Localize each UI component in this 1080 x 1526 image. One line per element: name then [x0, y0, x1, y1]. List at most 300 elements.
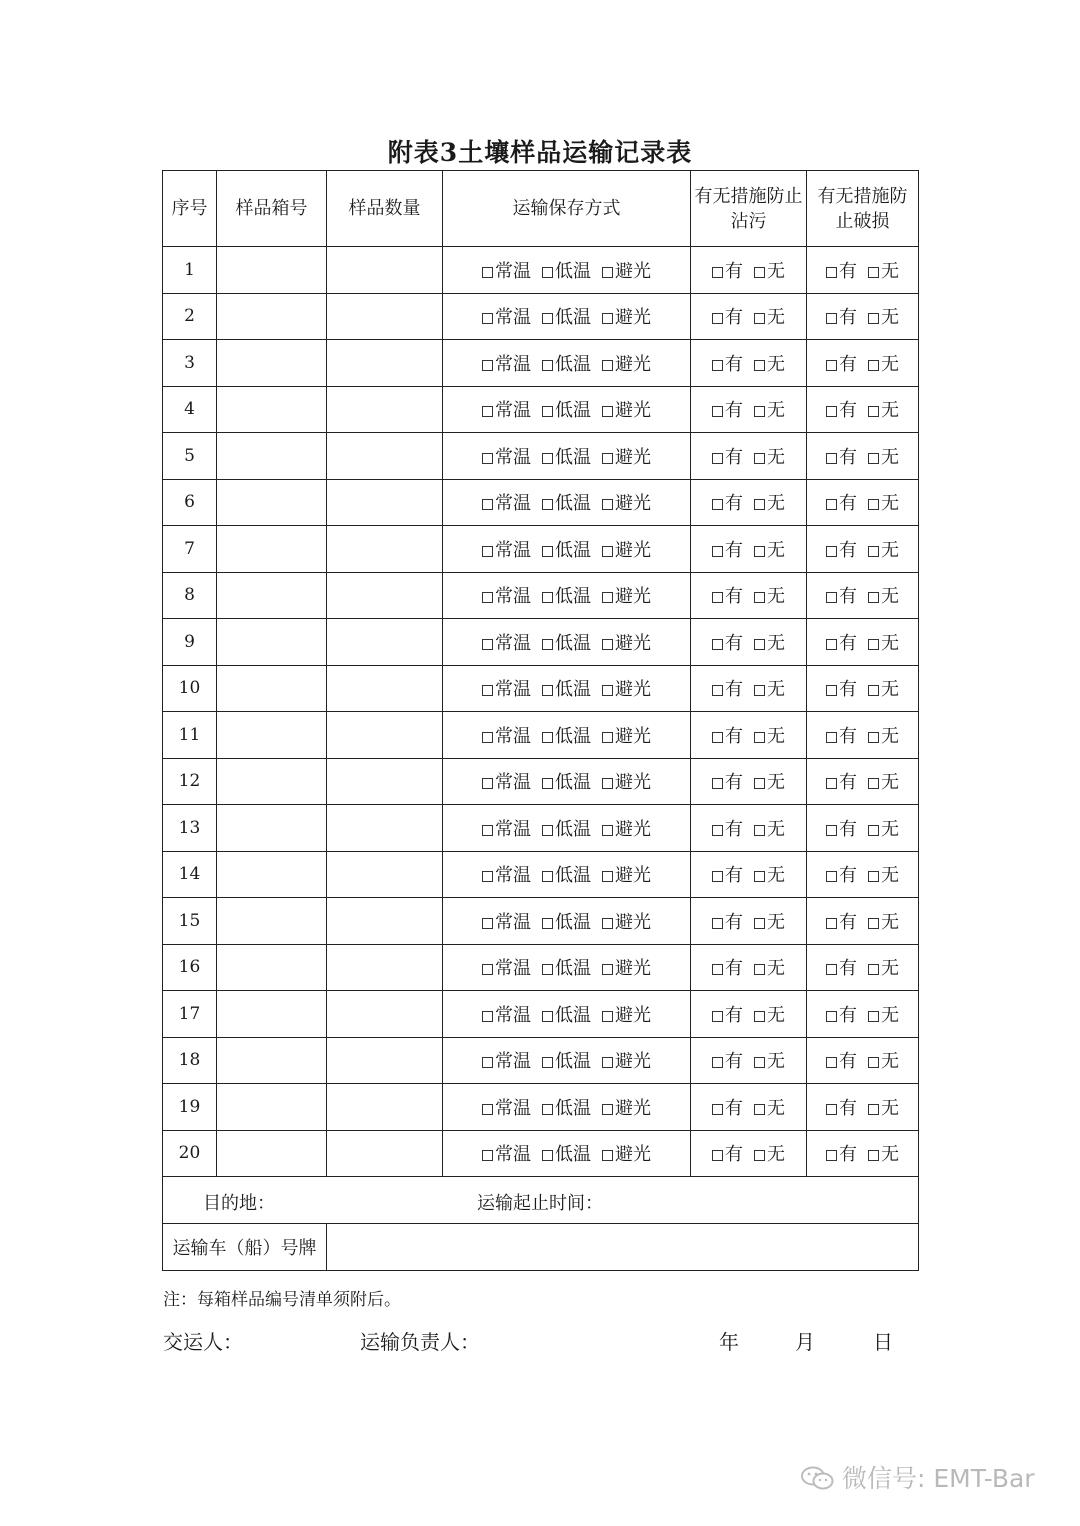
anti-contamination-option[interactable] — [754, 815, 785, 841]
checkbox-icon[interactable] — [712, 592, 723, 603]
box-no-cell[interactable] — [217, 1130, 327, 1177]
checkbox-icon[interactable] — [826, 871, 837, 882]
storage-option[interactable] — [482, 675, 531, 701]
checkbox-icon[interactable] — [602, 825, 613, 836]
anti-breakage-option[interactable] — [826, 582, 857, 608]
anti-contamination-option[interactable] — [754, 443, 785, 469]
storage-option[interactable] — [482, 536, 531, 562]
quantity-cell[interactable] — [327, 851, 443, 898]
anti-contamination-option[interactable] — [712, 908, 743, 934]
anti-contamination-option[interactable] — [712, 1047, 743, 1073]
checkbox-icon[interactable] — [602, 685, 613, 696]
checkbox-icon[interactable] — [754, 406, 765, 417]
checkbox-icon[interactable] — [868, 546, 879, 557]
storage-option[interactable] — [602, 536, 651, 562]
checkbox-icon[interactable] — [482, 732, 493, 743]
checkbox-icon[interactable] — [482, 871, 493, 882]
checkbox-icon[interactable] — [868, 1011, 879, 1022]
checkbox-icon[interactable] — [482, 360, 493, 371]
checkbox-icon[interactable] — [482, 453, 493, 464]
checkbox-icon[interactable] — [712, 1057, 723, 1068]
anti-breakage-option[interactable] — [868, 536, 899, 562]
checkbox-icon[interactable] — [754, 1150, 765, 1161]
checkbox-icon[interactable] — [542, 267, 553, 278]
checkbox-icon[interactable] — [754, 639, 765, 650]
checkbox-icon[interactable] — [542, 918, 553, 929]
checkbox-icon[interactable] — [868, 871, 879, 882]
anti-breakage-option[interactable] — [868, 908, 899, 934]
checkbox-icon[interactable] — [826, 685, 837, 696]
anti-breakage-option[interactable] — [868, 815, 899, 841]
storage-option[interactable] — [542, 443, 591, 469]
checkbox-icon[interactable] — [542, 871, 553, 882]
anti-breakage-option[interactable] — [826, 257, 857, 283]
box-no-cell[interactable] — [217, 898, 327, 945]
storage-option[interactable] — [602, 815, 651, 841]
checkbox-icon[interactable] — [754, 546, 765, 557]
checkbox-icon[interactable] — [826, 1150, 837, 1161]
checkbox-icon[interactable] — [482, 778, 493, 789]
checkbox-icon[interactable] — [868, 825, 879, 836]
anti-contamination-option[interactable] — [754, 908, 785, 934]
checkbox-icon[interactable] — [712, 546, 723, 557]
storage-option[interactable] — [602, 582, 651, 608]
storage-option[interactable] — [602, 861, 651, 887]
anti-contamination-option[interactable] — [712, 489, 743, 515]
storage-option[interactable] — [482, 582, 531, 608]
checkbox-icon[interactable] — [602, 1104, 613, 1115]
storage-option[interactable] — [482, 629, 531, 655]
checkbox-icon[interactable] — [712, 778, 723, 789]
checkbox-icon[interactable] — [602, 964, 613, 975]
anti-breakage-option[interactable] — [868, 303, 899, 329]
anti-contamination-option[interactable] — [712, 1140, 743, 1166]
storage-option[interactable] — [602, 443, 651, 469]
checkbox-icon[interactable] — [868, 360, 879, 371]
quantity-cell[interactable] — [327, 1130, 443, 1177]
anti-breakage-option[interactable] — [868, 396, 899, 422]
checkbox-icon[interactable] — [602, 592, 613, 603]
anti-breakage-option[interactable] — [826, 768, 857, 794]
anti-contamination-option[interactable] — [754, 954, 785, 980]
anti-contamination-option[interactable] — [712, 396, 743, 422]
checkbox-icon[interactable] — [868, 313, 879, 324]
anti-contamination-option[interactable] — [754, 303, 785, 329]
checkbox-icon[interactable] — [754, 778, 765, 789]
checkbox-icon[interactable] — [826, 825, 837, 836]
anti-breakage-option[interactable] — [868, 954, 899, 980]
checkbox-icon[interactable] — [754, 685, 765, 696]
anti-contamination-option[interactable] — [712, 350, 743, 376]
checkbox-icon[interactable] — [542, 360, 553, 371]
storage-option[interactable] — [602, 954, 651, 980]
checkbox-icon[interactable] — [868, 1104, 879, 1115]
checkbox-icon[interactable] — [712, 964, 723, 975]
checkbox-icon[interactable] — [482, 592, 493, 603]
checkbox-icon[interactable] — [712, 360, 723, 371]
checkbox-icon[interactable] — [826, 1011, 837, 1022]
storage-option[interactable] — [602, 1094, 651, 1120]
anti-breakage-option[interactable] — [826, 1001, 857, 1027]
storage-option[interactable] — [482, 1001, 531, 1027]
storage-option[interactable] — [542, 861, 591, 887]
checkbox-icon[interactable] — [754, 267, 765, 278]
checkbox-icon[interactable] — [482, 964, 493, 975]
checkbox-icon[interactable] — [482, 918, 493, 929]
anti-breakage-option[interactable] — [826, 908, 857, 934]
checkbox-icon[interactable] — [826, 499, 837, 510]
checkbox-icon[interactable] — [712, 639, 723, 650]
checkbox-icon[interactable] — [602, 406, 613, 417]
checkbox-icon[interactable] — [868, 1057, 879, 1068]
storage-option[interactable] — [602, 257, 651, 283]
checkbox-icon[interactable] — [868, 453, 879, 464]
quantity-cell[interactable] — [327, 758, 443, 805]
checkbox-icon[interactable] — [754, 313, 765, 324]
checkbox-icon[interactable] — [542, 546, 553, 557]
checkbox-icon[interactable] — [826, 313, 837, 324]
checkbox-icon[interactable] — [868, 778, 879, 789]
storage-option[interactable] — [602, 908, 651, 934]
anti-contamination-option[interactable] — [754, 1140, 785, 1166]
checkbox-icon[interactable] — [754, 825, 765, 836]
anti-contamination-option[interactable] — [712, 722, 743, 748]
checkbox-icon[interactable] — [542, 499, 553, 510]
anti-contamination-option[interactable] — [754, 1001, 785, 1027]
checkbox-icon[interactable] — [754, 964, 765, 975]
quantity-cell[interactable] — [327, 386, 443, 433]
checkbox-icon[interactable] — [542, 964, 553, 975]
storage-option[interactable] — [542, 489, 591, 515]
anti-breakage-option[interactable] — [826, 443, 857, 469]
box-no-cell[interactable] — [217, 479, 327, 526]
anti-contamination-option[interactable] — [754, 350, 785, 376]
checkbox-icon[interactable] — [602, 732, 613, 743]
storage-option[interactable] — [482, 396, 531, 422]
checkbox-icon[interactable] — [482, 546, 493, 557]
storage-option[interactable] — [542, 396, 591, 422]
quantity-cell[interactable] — [327, 293, 443, 340]
storage-option[interactable] — [602, 350, 651, 376]
anti-breakage-option[interactable] — [868, 1140, 899, 1166]
storage-option[interactable] — [542, 1140, 591, 1166]
box-no-cell[interactable] — [217, 1037, 327, 1084]
box-no-cell[interactable] — [217, 572, 327, 619]
checkbox-icon[interactable] — [542, 1150, 553, 1161]
box-no-cell[interactable] — [217, 712, 327, 759]
storage-option[interactable] — [482, 1094, 531, 1120]
checkbox-icon[interactable] — [712, 732, 723, 743]
anti-contamination-option[interactable] — [712, 443, 743, 469]
anti-contamination-option[interactable] — [712, 257, 743, 283]
storage-option[interactable] — [482, 257, 531, 283]
quantity-cell[interactable] — [327, 433, 443, 480]
anti-breakage-option[interactable] — [868, 1047, 899, 1073]
checkbox-icon[interactable] — [482, 685, 493, 696]
checkbox-icon[interactable] — [542, 453, 553, 464]
anti-contamination-option[interactable] — [712, 1094, 743, 1120]
quantity-cell[interactable] — [327, 665, 443, 712]
storage-option[interactable] — [602, 675, 651, 701]
checkbox-icon[interactable] — [868, 732, 879, 743]
checkbox-icon[interactable] — [482, 499, 493, 510]
storage-option[interactable] — [482, 815, 531, 841]
anti-contamination-option[interactable] — [712, 629, 743, 655]
checkbox-icon[interactable] — [826, 918, 837, 929]
checkbox-icon[interactable] — [826, 592, 837, 603]
checkbox-icon[interactable] — [826, 546, 837, 557]
checkbox-icon[interactable] — [826, 732, 837, 743]
anti-contamination-option[interactable] — [712, 675, 743, 701]
checkbox-icon[interactable] — [868, 592, 879, 603]
box-no-cell[interactable] — [217, 386, 327, 433]
checkbox-icon[interactable] — [826, 1104, 837, 1115]
checkbox-icon[interactable] — [754, 1011, 765, 1022]
checkbox-icon[interactable] — [602, 267, 613, 278]
quantity-cell[interactable] — [327, 1084, 443, 1131]
anti-breakage-option[interactable] — [868, 768, 899, 794]
anti-contamination-option[interactable] — [754, 1094, 785, 1120]
checkbox-icon[interactable] — [754, 1057, 765, 1068]
box-no-cell[interactable] — [217, 991, 327, 1038]
checkbox-icon[interactable] — [868, 406, 879, 417]
anti-breakage-option[interactable] — [826, 629, 857, 655]
checkbox-icon[interactable] — [602, 546, 613, 557]
storage-option[interactable] — [542, 954, 591, 980]
checkbox-icon[interactable] — [712, 313, 723, 324]
checkbox-icon[interactable] — [602, 499, 613, 510]
checkbox-icon[interactable] — [542, 685, 553, 696]
anti-breakage-option[interactable] — [826, 1094, 857, 1120]
box-no-cell[interactable] — [217, 293, 327, 340]
checkbox-icon[interactable] — [602, 360, 613, 371]
plate-value-cell[interactable] — [327, 1224, 919, 1271]
storage-option[interactable] — [482, 722, 531, 748]
quantity-cell[interactable] — [327, 526, 443, 573]
anti-breakage-option[interactable] — [826, 536, 857, 562]
box-no-cell[interactable] — [217, 247, 327, 294]
checkbox-icon[interactable] — [754, 592, 765, 603]
storage-option[interactable] — [482, 443, 531, 469]
checkbox-icon[interactable] — [482, 1011, 493, 1022]
anti-breakage-option[interactable] — [868, 582, 899, 608]
checkbox-icon[interactable] — [754, 360, 765, 371]
anti-contamination-option[interactable] — [712, 582, 743, 608]
anti-contamination-option[interactable] — [712, 954, 743, 980]
anti-breakage-option[interactable] — [826, 722, 857, 748]
checkbox-icon[interactable] — [868, 267, 879, 278]
quantity-cell[interactable] — [327, 572, 443, 619]
box-no-cell[interactable] — [217, 433, 327, 480]
storage-option[interactable] — [542, 675, 591, 701]
quantity-cell[interactable] — [327, 898, 443, 945]
checkbox-icon[interactable] — [868, 639, 879, 650]
anti-contamination-option[interactable] — [754, 629, 785, 655]
checkbox-icon[interactable] — [712, 685, 723, 696]
anti-breakage-option[interactable] — [826, 350, 857, 376]
checkbox-icon[interactable] — [542, 592, 553, 603]
anti-contamination-option[interactable] — [712, 861, 743, 887]
checkbox-icon[interactable] — [712, 825, 723, 836]
checkbox-icon[interactable] — [754, 732, 765, 743]
anti-breakage-option[interactable] — [868, 257, 899, 283]
checkbox-icon[interactable] — [826, 406, 837, 417]
storage-option[interactable] — [542, 815, 591, 841]
anti-breakage-option[interactable] — [826, 815, 857, 841]
checkbox-icon[interactable] — [754, 1104, 765, 1115]
anti-contamination-option[interactable] — [754, 861, 785, 887]
storage-option[interactable] — [542, 1001, 591, 1027]
checkbox-icon[interactable] — [826, 267, 837, 278]
anti-breakage-option[interactable] — [868, 443, 899, 469]
checkbox-icon[interactable] — [542, 825, 553, 836]
anti-breakage-option[interactable] — [826, 303, 857, 329]
checkbox-icon[interactable] — [482, 406, 493, 417]
quantity-cell[interactable] — [327, 712, 443, 759]
storage-option[interactable] — [602, 396, 651, 422]
checkbox-icon[interactable] — [712, 1150, 723, 1161]
quantity-cell[interactable] — [327, 991, 443, 1038]
checkbox-icon[interactable] — [542, 1011, 553, 1022]
checkbox-icon[interactable] — [826, 360, 837, 371]
anti-breakage-option[interactable] — [826, 954, 857, 980]
quantity-cell[interactable] — [327, 619, 443, 666]
anti-contamination-option[interactable] — [754, 722, 785, 748]
storage-option[interactable] — [542, 582, 591, 608]
anti-contamination-option[interactable] — [754, 396, 785, 422]
box-no-cell[interactable] — [217, 526, 327, 573]
storage-option[interactable] — [482, 303, 531, 329]
storage-option[interactable] — [482, 954, 531, 980]
storage-option[interactable] — [602, 489, 651, 515]
checkbox-icon[interactable] — [602, 639, 613, 650]
anti-breakage-option[interactable] — [868, 489, 899, 515]
checkbox-icon[interactable] — [868, 918, 879, 929]
checkbox-icon[interactable] — [754, 871, 765, 882]
anti-breakage-option[interactable] — [826, 1047, 857, 1073]
storage-option[interactable] — [482, 861, 531, 887]
storage-option[interactable] — [602, 303, 651, 329]
storage-option[interactable] — [542, 303, 591, 329]
checkbox-icon[interactable] — [542, 639, 553, 650]
storage-option[interactable] — [602, 768, 651, 794]
checkbox-icon[interactable] — [754, 453, 765, 464]
checkbox-icon[interactable] — [826, 778, 837, 789]
anti-contamination-option[interactable] — [754, 489, 785, 515]
anti-contamination-option[interactable] — [712, 303, 743, 329]
checkbox-icon[interactable] — [542, 1104, 553, 1115]
anti-contamination-option[interactable] — [712, 536, 743, 562]
checkbox-icon[interactable] — [482, 267, 493, 278]
anti-breakage-option[interactable] — [826, 396, 857, 422]
storage-option[interactable] — [542, 536, 591, 562]
checkbox-icon[interactable] — [482, 313, 493, 324]
checkbox-icon[interactable] — [542, 406, 553, 417]
checkbox-icon[interactable] — [482, 639, 493, 650]
storage-option[interactable] — [602, 722, 651, 748]
quantity-cell[interactable] — [327, 340, 443, 387]
quantity-cell[interactable] — [327, 805, 443, 852]
anti-breakage-option[interactable] — [826, 861, 857, 887]
anti-breakage-option[interactable] — [868, 1001, 899, 1027]
box-no-cell[interactable] — [217, 944, 327, 991]
checkbox-icon[interactable] — [712, 1104, 723, 1115]
anti-contamination-option[interactable] — [712, 815, 743, 841]
box-no-cell[interactable] — [217, 851, 327, 898]
anti-breakage-option[interactable] — [868, 722, 899, 748]
box-no-cell[interactable] — [217, 1084, 327, 1131]
storage-option[interactable] — [482, 489, 531, 515]
checkbox-icon[interactable] — [482, 1150, 493, 1161]
anti-breakage-option[interactable] — [868, 861, 899, 887]
checkbox-icon[interactable] — [826, 1057, 837, 1068]
checkbox-icon[interactable] — [712, 499, 723, 510]
checkbox-icon[interactable] — [754, 499, 765, 510]
checkbox-icon[interactable] — [602, 313, 613, 324]
anti-contamination-option[interactable] — [754, 536, 785, 562]
checkbox-icon[interactable] — [712, 871, 723, 882]
storage-option[interactable] — [482, 1047, 531, 1073]
checkbox-icon[interactable] — [602, 871, 613, 882]
checkbox-icon[interactable] — [602, 1150, 613, 1161]
storage-option[interactable] — [542, 1094, 591, 1120]
checkbox-icon[interactable] — [602, 778, 613, 789]
checkbox-icon[interactable] — [542, 1057, 553, 1068]
checkbox-icon[interactable] — [602, 918, 613, 929]
storage-option[interactable] — [602, 629, 651, 655]
checkbox-icon[interactable] — [602, 1057, 613, 1068]
anti-breakage-option[interactable] — [868, 629, 899, 655]
checkbox-icon[interactable] — [868, 685, 879, 696]
anti-breakage-option[interactable] — [868, 1094, 899, 1120]
anti-breakage-option[interactable] — [868, 675, 899, 701]
storage-option[interactable] — [482, 350, 531, 376]
checkbox-icon[interactable] — [602, 453, 613, 464]
checkbox-icon[interactable] — [868, 499, 879, 510]
box-no-cell[interactable] — [217, 805, 327, 852]
anti-breakage-option[interactable] — [826, 675, 857, 701]
box-no-cell[interactable] — [217, 665, 327, 712]
checkbox-icon[interactable] — [868, 1150, 879, 1161]
checkbox-icon[interactable] — [482, 1057, 493, 1068]
storage-option[interactable] — [542, 257, 591, 283]
anti-contamination-option[interactable] — [754, 582, 785, 608]
anti-breakage-option[interactable] — [868, 350, 899, 376]
anti-contamination-option[interactable] — [754, 768, 785, 794]
checkbox-icon[interactable] — [482, 825, 493, 836]
storage-option[interactable] — [602, 1047, 651, 1073]
quantity-cell[interactable] — [327, 479, 443, 526]
checkbox-icon[interactable] — [602, 1011, 613, 1022]
checkbox-icon[interactable] — [754, 918, 765, 929]
storage-option[interactable] — [542, 768, 591, 794]
anti-contamination-option[interactable] — [754, 257, 785, 283]
box-no-cell[interactable] — [217, 758, 327, 805]
anti-contamination-option[interactable] — [712, 1001, 743, 1027]
anti-breakage-option[interactable] — [826, 489, 857, 515]
storage-option[interactable] — [482, 908, 531, 934]
storage-option[interactable] — [602, 1140, 651, 1166]
storage-option[interactable] — [482, 1140, 531, 1166]
checkbox-icon[interactable] — [826, 453, 837, 464]
checkbox-icon[interactable] — [542, 732, 553, 743]
quantity-cell[interactable] — [327, 1037, 443, 1084]
anti-contamination-option[interactable] — [754, 1047, 785, 1073]
storage-option[interactable] — [542, 350, 591, 376]
checkbox-icon[interactable] — [712, 1011, 723, 1022]
checkbox-icon[interactable] — [712, 406, 723, 417]
storage-option[interactable] — [542, 722, 591, 748]
